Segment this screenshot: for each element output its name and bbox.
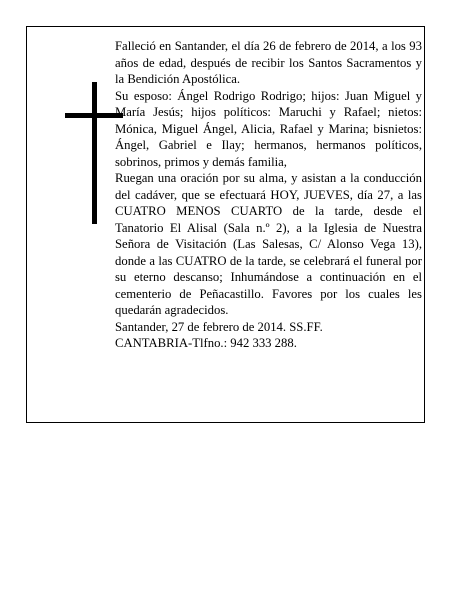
cross-vertical-bar	[92, 82, 97, 224]
notice-paragraph-family: Su esposo: Ángel Rodrigo Rodrigo; hijos: Juan Miguel y María Jesús; hijos políticos: Maruchi y Rafael; nietos: Mónica, Miguel Ángel, Alicia, Rafael y Marina; bisnietos: Ángel, Gabriel e Ilay; hermanos, hermanos políticos, sobrinos, primos y demás familia,	[115, 88, 422, 169]
notice-paragraph-date: Santander, 27 de febrero de 2014. SS.FF.	[115, 319, 323, 334]
notice-body	[115, 38, 422, 352]
notice-paragraph-ceremony: Ruegan una oración por su alma, y asistan a la conducción del cadáver, que se efectuará HOY, JUEVES, día 27, a las CUATRO MENOS CUARTO de la tarde, desde el Tanatorio El Alisal (Sala n.º 2), a la Iglesia de Nuestra Señora de Visitación (Las Salesas, C/ Alonso Vega 13), donde a las CUATRO de la tarde, se celebrará el funeral por su eterno descanso; Inhumándose a continuación en el cementerio de Peñacastillo. Favores por los cuales les quedarán agradecidos.	[115, 171, 422, 317]
notice-paragraph-contact: CANTABRIA-Tlfno.: 942 333 288.	[115, 336, 297, 350]
notice-paragraph-death: Falleció en Santander, el día 26 de febrero de 2014, a los 93 años de edad, después de recibir los Santos Sacramentos y la Bendición Apostólica.	[115, 39, 422, 86]
